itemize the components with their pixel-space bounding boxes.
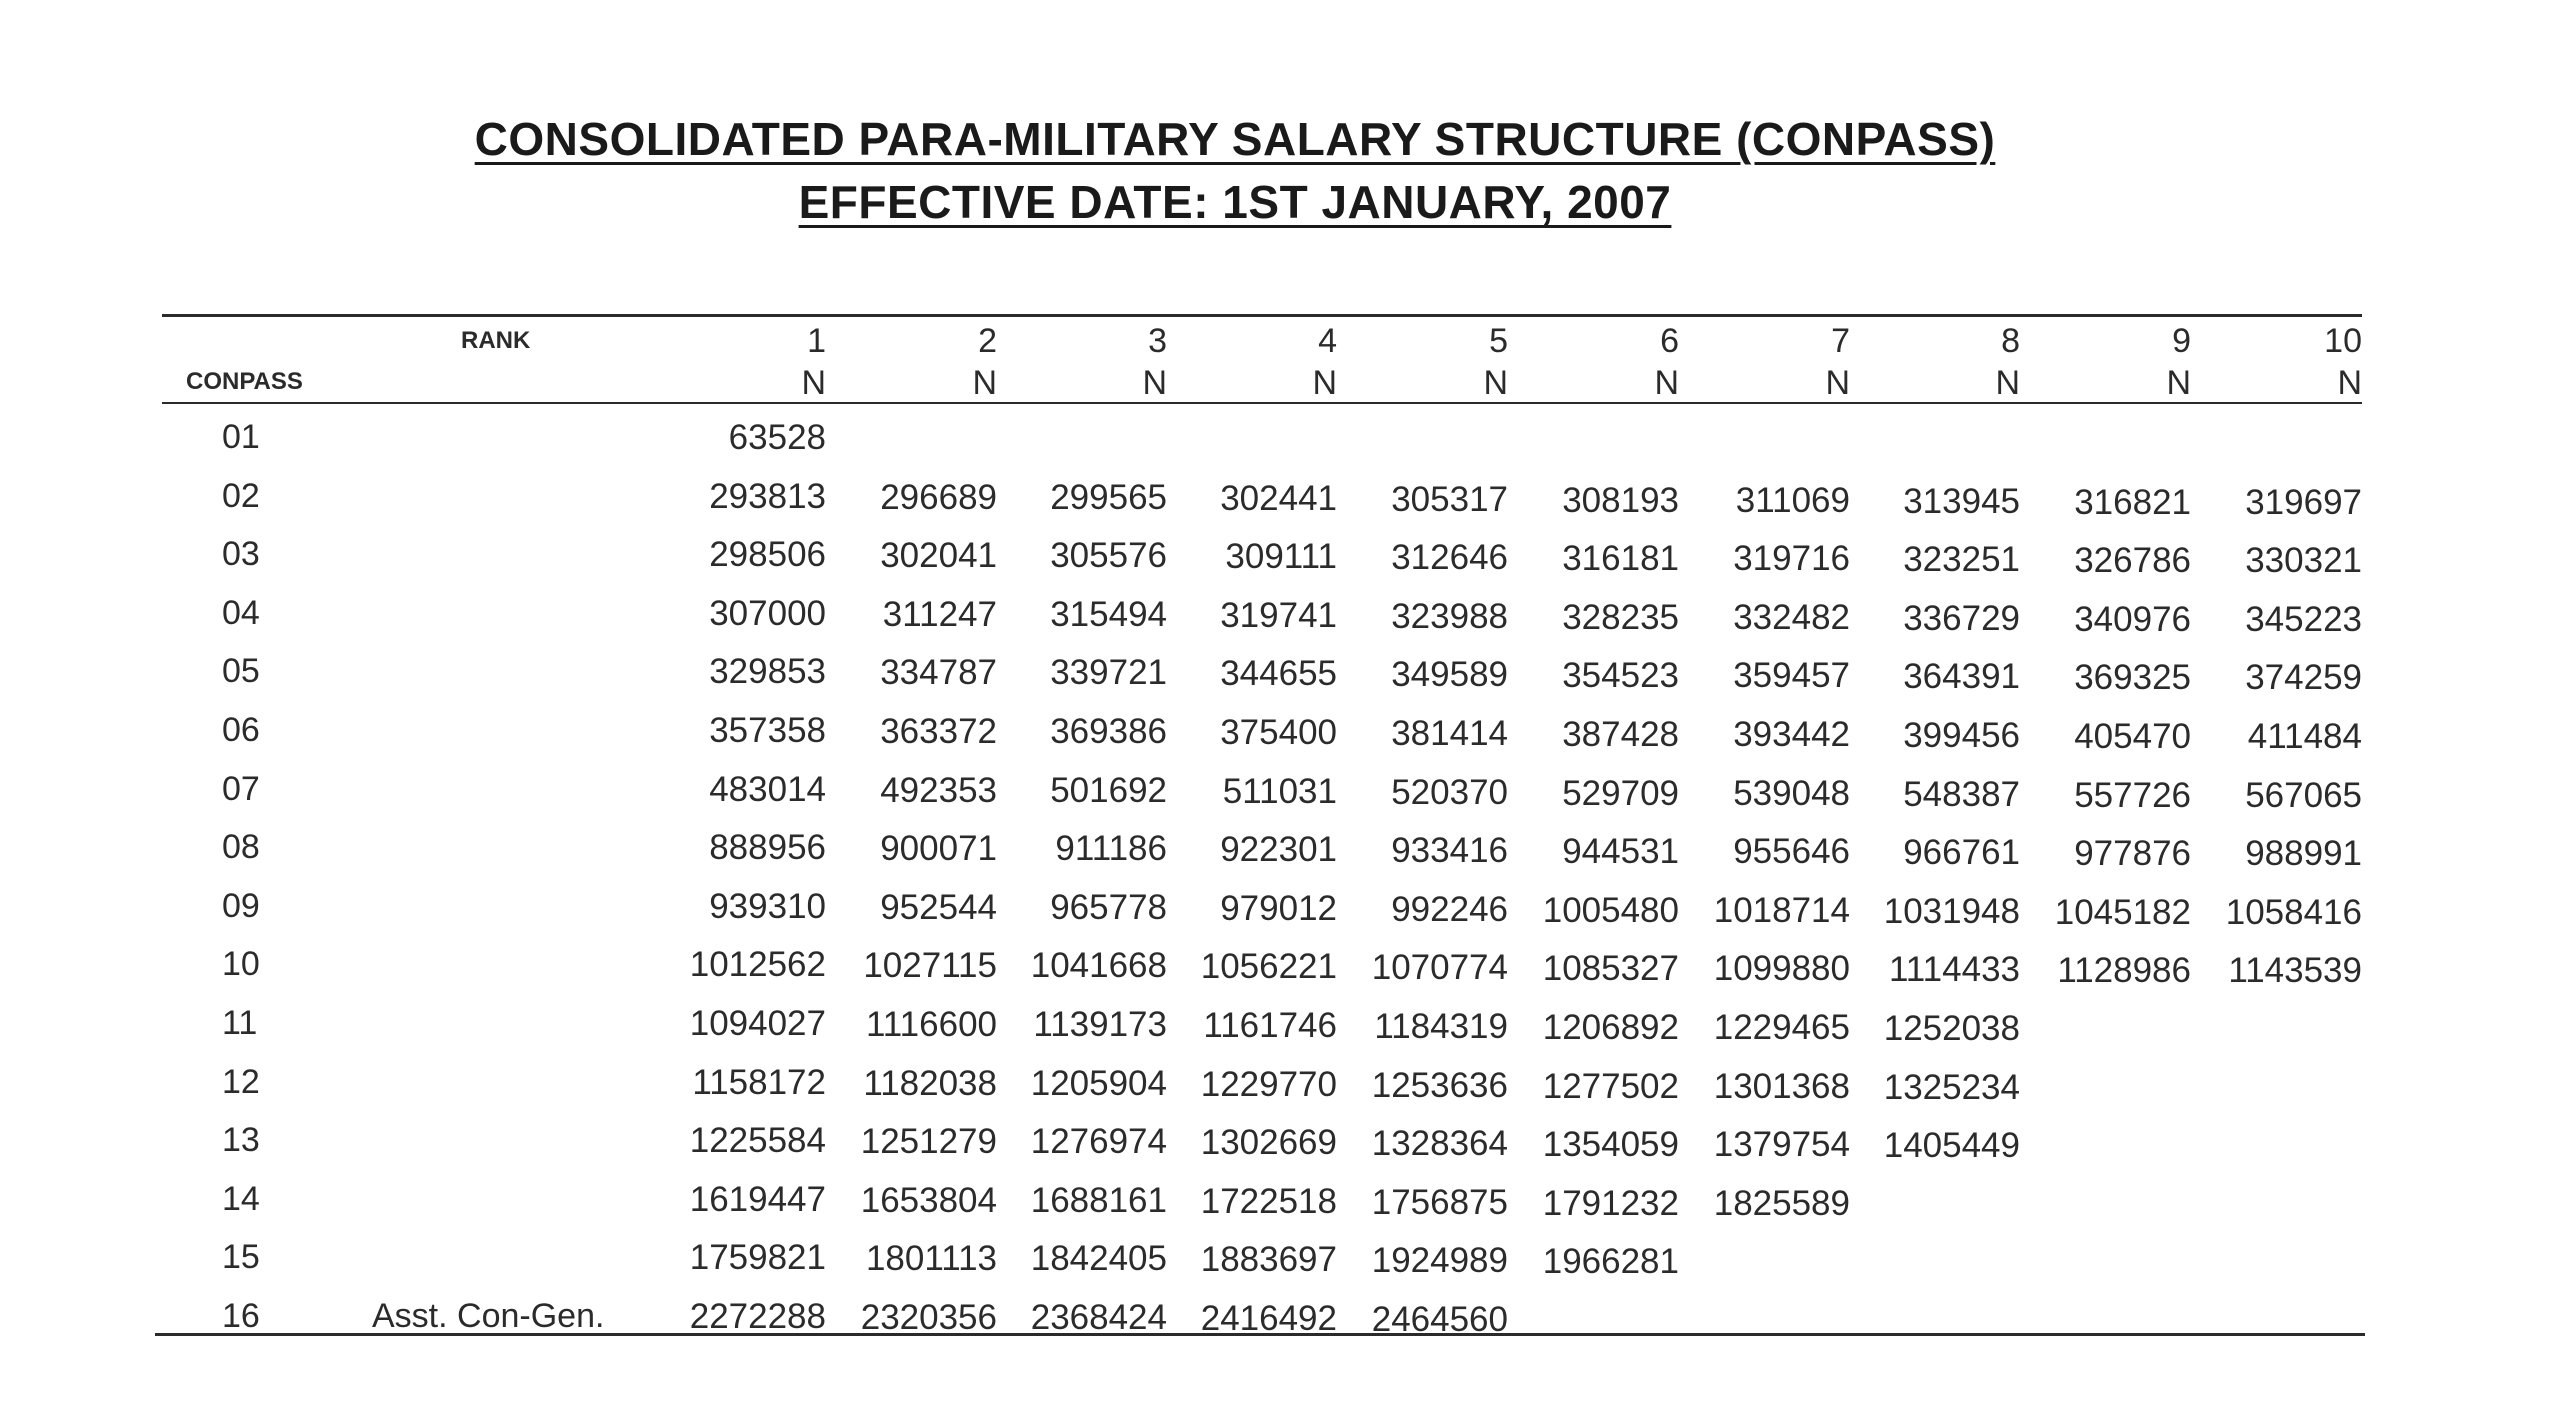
currency-unit-header: N bbox=[2337, 364, 2362, 402]
salary-cell: 1225584 bbox=[689, 1121, 826, 1160]
salary-cell: 381414 bbox=[1391, 714, 1508, 753]
salary-cell: 900071 bbox=[880, 829, 997, 868]
salary-cell: 1302669 bbox=[1200, 1123, 1337, 1162]
salary-cell: 992246 bbox=[1391, 890, 1508, 929]
salary-cell: 1116600 bbox=[865, 1005, 997, 1044]
salary-cell: 933416 bbox=[1391, 831, 1508, 870]
salary-cell: 529709 bbox=[1562, 774, 1679, 813]
salary-cell: 483014 bbox=[709, 770, 826, 809]
salary-cell: 1031948 bbox=[1883, 892, 2020, 931]
salary-cell: 328235 bbox=[1562, 598, 1679, 637]
salary-cell: 1229465 bbox=[1713, 1008, 1850, 1047]
salary-cell: 354523 bbox=[1562, 656, 1679, 695]
salary-cell: 319716 bbox=[1733, 539, 1850, 578]
salary-cell: 988991 bbox=[2245, 834, 2362, 873]
conpass-level: 15 bbox=[222, 1238, 260, 1276]
salary-cell: 323251 bbox=[1903, 540, 2020, 579]
currency-unit-header: N bbox=[1654, 364, 1679, 402]
salary-cell: 1206892 bbox=[1542, 1008, 1679, 1047]
salary-cell: 922301 bbox=[1220, 830, 1337, 869]
salary-cell: 977876 bbox=[2074, 834, 2191, 873]
salary-cell: 349589 bbox=[1391, 655, 1508, 694]
salary-cell: 511031 bbox=[1222, 772, 1337, 811]
salary-cell: 1619447 bbox=[689, 1180, 826, 1219]
salary-cell: 1158172 bbox=[692, 1063, 826, 1102]
step-header-4: 4 bbox=[1318, 322, 1337, 360]
step-header-7: 7 bbox=[1831, 322, 1850, 360]
salary-cell: 1205904 bbox=[1030, 1064, 1167, 1103]
salary-cell: 965778 bbox=[1050, 888, 1167, 927]
step-header-2: 2 bbox=[978, 322, 997, 360]
salary-cell: 319697 bbox=[2245, 483, 2362, 522]
currency-unit-header: N bbox=[1995, 364, 2020, 402]
step-header-8: 8 bbox=[2001, 322, 2020, 360]
salary-cell: 1139173 bbox=[1033, 1005, 1167, 1044]
step-header-9: 9 bbox=[2172, 322, 2191, 360]
salary-cell: 323988 bbox=[1391, 597, 1508, 636]
conpass-level: 08 bbox=[222, 828, 260, 866]
salary-cell: 1182038 bbox=[863, 1064, 997, 1103]
conpass-level: 05 bbox=[222, 652, 260, 690]
rank-column-header: RANK bbox=[461, 327, 531, 354]
currency-unit-header: N bbox=[1483, 364, 1508, 402]
salary-cell: 1161746 bbox=[1203, 1006, 1337, 1045]
salary-cell: 911186 bbox=[1055, 829, 1167, 868]
salary-cell: 359457 bbox=[1733, 656, 1850, 695]
effective-date-title: EFFECTIVE DATE: 1ST JANUARY, 2007 bbox=[798, 176, 1672, 228]
rank-name: Asst. Con-Gen. bbox=[372, 1297, 605, 1335]
salary-cell: 1143539 bbox=[2228, 951, 2362, 990]
salary-cell: 339721 bbox=[1050, 653, 1167, 692]
salary-cell: 1277502 bbox=[1542, 1067, 1679, 1106]
salary-cell: 492353 bbox=[880, 771, 997, 810]
salary-cell: 302441 bbox=[1220, 479, 1337, 518]
salary-cell: 1276974 bbox=[1030, 1122, 1167, 1161]
salary-cell: 2416492 bbox=[1200, 1299, 1337, 1338]
salary-cell: 308193 bbox=[1562, 481, 1679, 520]
salary-cell: 315494 bbox=[1050, 595, 1167, 634]
salary-cell: 1405449 bbox=[1883, 1126, 2020, 1165]
step-header-10: 10 bbox=[2324, 322, 2362, 360]
salary-cell: 357358 bbox=[709, 711, 826, 750]
salary-cell: 334787 bbox=[880, 653, 997, 692]
salary-cell: 1688161 bbox=[1030, 1181, 1167, 1220]
currency-unit-header: N bbox=[801, 364, 826, 402]
salary-cell: 345223 bbox=[2245, 600, 2362, 639]
currency-unit-header: N bbox=[1825, 364, 1850, 402]
salary-cell: 302041 bbox=[880, 536, 997, 575]
salary-cell: 1301368 bbox=[1713, 1067, 1850, 1106]
document-title: CONSOLIDATED PARA-MILITARY SALARY STRUCTURE (CONPASS) bbox=[474, 113, 1996, 165]
salary-cell: 1184319 bbox=[1374, 1007, 1508, 1046]
salary-cell: 340976 bbox=[2074, 600, 2191, 639]
salary-cell: 1085327 bbox=[1542, 949, 1679, 988]
salary-cell: 1041668 bbox=[1030, 946, 1167, 985]
salary-cell: 1094027 bbox=[689, 1004, 826, 1043]
salary-cell: 1045182 bbox=[2054, 893, 2191, 932]
salary-cell: 1966281 bbox=[1542, 1242, 1679, 1281]
conpass-level: 07 bbox=[222, 770, 260, 808]
salary-cell: 888956 bbox=[709, 828, 826, 867]
salary-cell: 952544 bbox=[880, 888, 997, 927]
salary-cell: 1253636 bbox=[1371, 1066, 1508, 1105]
conpass-column-header: CONPASS bbox=[186, 368, 303, 395]
salary-cell: 316181 bbox=[1562, 539, 1679, 578]
salary-cell: 1252038 bbox=[1883, 1009, 2020, 1048]
salary-cell: 1099880 bbox=[1713, 949, 1850, 988]
table-top-rule bbox=[162, 314, 2362, 317]
salary-cell: 567065 bbox=[2245, 776, 2362, 815]
step-header-5: 5 bbox=[1489, 322, 1508, 360]
salary-cell: 1018714 bbox=[1713, 891, 1850, 930]
salary-cell: 344655 bbox=[1220, 654, 1337, 693]
salary-cell: 313945 bbox=[1903, 482, 2020, 521]
conpass-level: 14 bbox=[222, 1180, 260, 1218]
salary-cell: 966761 bbox=[1903, 833, 2020, 872]
salary-cell: 520370 bbox=[1391, 773, 1508, 812]
salary-cell: 299565 bbox=[1050, 478, 1167, 517]
salary-cell: 63528 bbox=[728, 418, 826, 457]
salary-cell: 2272288 bbox=[689, 1297, 826, 1336]
salary-cell: 1354059 bbox=[1542, 1125, 1679, 1164]
salary-cell: 312646 bbox=[1391, 538, 1508, 577]
salary-cell: 309111 bbox=[1225, 537, 1337, 576]
salary-cell: 364391 bbox=[1903, 657, 2020, 696]
salary-cell: 1229770 bbox=[1200, 1065, 1337, 1104]
salary-cell: 1058416 bbox=[2225, 893, 2362, 932]
salary-cell: 1825589 bbox=[1713, 1184, 1850, 1223]
currency-unit-header: N bbox=[1142, 364, 1167, 402]
salary-cell: 1759821 bbox=[689, 1238, 826, 1277]
salary-cell: 393442 bbox=[1733, 715, 1850, 754]
currency-unit-header: N bbox=[2166, 364, 2191, 402]
salary-cell: 1114433 bbox=[1888, 950, 2020, 989]
salary-cell: 375400 bbox=[1220, 713, 1337, 752]
salary-cell: 330321 bbox=[2245, 541, 2362, 580]
salary-cell: 1791232 bbox=[1542, 1184, 1679, 1223]
salary-cell: 329853 bbox=[709, 652, 826, 691]
salary-cell: 1801113 bbox=[865, 1239, 997, 1278]
salary-cell: 296689 bbox=[880, 478, 997, 517]
conpass-level: 12 bbox=[222, 1063, 260, 1101]
salary-cell: 1883697 bbox=[1200, 1240, 1337, 1279]
salary-cell: 1756875 bbox=[1371, 1183, 1508, 1222]
conpass-level: 09 bbox=[222, 887, 260, 925]
salary-cell: 332482 bbox=[1733, 598, 1850, 637]
step-header-1: 1 bbox=[807, 322, 826, 360]
salary-cell: 539048 bbox=[1733, 774, 1850, 813]
salary-cell: 405470 bbox=[2074, 717, 2191, 756]
salary-cell: 374259 bbox=[2245, 658, 2362, 697]
salary-cell: 316821 bbox=[2074, 483, 2191, 522]
salary-cell: 319741 bbox=[1220, 596, 1337, 635]
salary-cell: 2464560 bbox=[1371, 1300, 1508, 1339]
conpass-level: 01 bbox=[222, 418, 260, 456]
salary-cell: 1027115 bbox=[863, 946, 997, 985]
salary-cell: 944531 bbox=[1562, 832, 1679, 871]
currency-unit-header: N bbox=[1312, 364, 1337, 402]
currency-unit-header: N bbox=[972, 364, 997, 402]
salary-cell: 326786 bbox=[2074, 541, 2191, 580]
salary-cell: 1722518 bbox=[1200, 1182, 1337, 1221]
salary-cell: 298506 bbox=[709, 535, 826, 574]
step-header-6: 6 bbox=[1660, 322, 1679, 360]
salary-cell: 399456 bbox=[1903, 716, 2020, 755]
conpass-level: 03 bbox=[222, 535, 260, 573]
salary-cell: 1653804 bbox=[860, 1181, 997, 1220]
salary-cell: 2368424 bbox=[1030, 1298, 1167, 1337]
conpass-level: 10 bbox=[222, 945, 260, 983]
conpass-level: 11 bbox=[222, 1004, 258, 1042]
salary-cell: 305317 bbox=[1391, 480, 1508, 519]
salary-cell: 1379754 bbox=[1713, 1125, 1850, 1164]
salary-cell: 311247 bbox=[882, 595, 997, 634]
salary-cell: 557726 bbox=[2074, 776, 2191, 815]
salary-cell: 939310 bbox=[709, 887, 826, 926]
conpass-level: 06 bbox=[222, 711, 260, 749]
salary-cell: 1056221 bbox=[1200, 947, 1337, 986]
salary-cell: 955646 bbox=[1733, 832, 1850, 871]
salary-cell: 363372 bbox=[880, 712, 997, 751]
salary-cell: 369386 bbox=[1050, 712, 1167, 751]
conpass-level: 16 bbox=[222, 1297, 260, 1335]
salary-cell: 548387 bbox=[1903, 775, 2020, 814]
salary-cell: 2320356 bbox=[860, 1298, 997, 1337]
salary-cell: 411484 bbox=[2247, 717, 2362, 756]
salary-cell: 1012562 bbox=[689, 945, 826, 984]
salary-cell: 305576 bbox=[1050, 536, 1167, 575]
salary-cell: 1070774 bbox=[1371, 948, 1508, 987]
salary-cell: 501692 bbox=[1050, 771, 1167, 810]
salary-cell: 311069 bbox=[1735, 481, 1850, 520]
salary-cell: 387428 bbox=[1562, 715, 1679, 754]
salary-cell: 1924989 bbox=[1371, 1241, 1508, 1280]
salary-cell: 979012 bbox=[1220, 889, 1337, 928]
salary-cell: 293813 bbox=[709, 477, 826, 516]
step-header-3: 3 bbox=[1148, 322, 1167, 360]
salary-cell: 1842405 bbox=[1030, 1239, 1167, 1278]
salary-cell: 1328364 bbox=[1371, 1124, 1508, 1163]
salary-cell: 1128986 bbox=[2057, 951, 2191, 990]
conpass-level: 04 bbox=[222, 594, 260, 632]
salary-cell: 1325234 bbox=[1883, 1068, 2020, 1107]
salary-cell: 307000 bbox=[709, 594, 826, 633]
conpass-level: 02 bbox=[222, 477, 260, 515]
salary-cell: 1251279 bbox=[860, 1122, 997, 1161]
salary-cell: 336729 bbox=[1903, 599, 2020, 638]
conpass-level: 13 bbox=[222, 1121, 260, 1159]
salary-cell: 1005480 bbox=[1542, 891, 1679, 930]
salary-cell: 369325 bbox=[2074, 658, 2191, 697]
